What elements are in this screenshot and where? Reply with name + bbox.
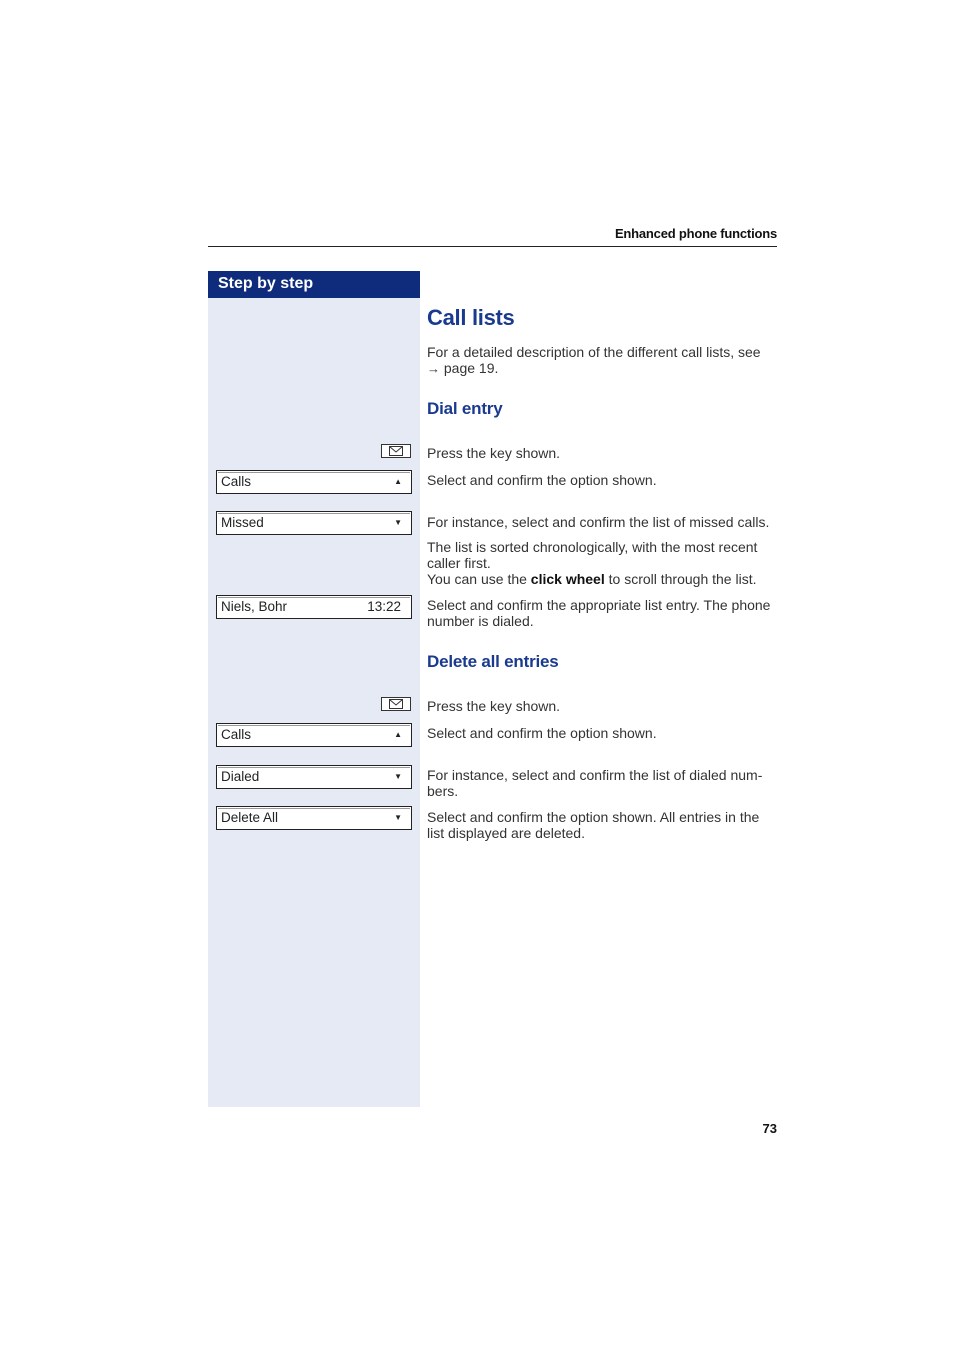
note-line-3-bold: click wheel	[530, 571, 605, 587]
menu-option-dialed[interactable]	[216, 765, 412, 789]
arrow-down-icon: ▼	[394, 518, 402, 527]
note-line-2: caller first.	[427, 555, 491, 571]
menu-option-label: Calls	[221, 727, 252, 742]
dial-step-2: Select and confirm the option shown.	[427, 472, 657, 488]
intro-line-1: For a detailed description of the different call lists, see	[427, 344, 761, 360]
arrow-down-icon: ▼	[394, 813, 402, 822]
arrow-down-icon: ▼	[394, 772, 402, 781]
arrow-up-icon: ▲	[394, 730, 402, 739]
step-4-line-1: Select and confirm the option shown. All entries in the	[427, 809, 760, 825]
page-number: 73	[762, 1121, 777, 1136]
note-line-3-post: to scroll through the list.	[604, 571, 757, 587]
delete-all-heading: Delete all entries	[427, 652, 559, 671]
entry-time: 13:22	[367, 599, 401, 614]
menu-option-label: Calls	[221, 474, 252, 489]
step-4-line-1: Select and confirm the appropriate list entry. The phone	[427, 597, 771, 613]
dial-step-1: Press the key shown.	[427, 445, 561, 461]
page-title: Call lists	[427, 305, 515, 330]
intro-page-link[interactable]: page 19.	[443, 360, 499, 376]
call-list-entry[interactable]	[216, 595, 412, 619]
menu-option-label: Missed	[221, 515, 264, 530]
menu-option-label: Delete All	[221, 810, 279, 825]
intro-text	[427, 344, 787, 377]
step-3-line-2: bers.	[427, 783, 459, 799]
delete-step-1: Press the key shown.	[427, 698, 561, 714]
menu-option-calls[interactable]	[216, 470, 412, 494]
delete-step-3	[427, 767, 787, 799]
step-4-line-2: number is dialed.	[427, 613, 534, 629]
menu-option-delete-all[interactable]	[216, 806, 412, 830]
delete-step-4	[427, 809, 787, 841]
running-header: Enhanced phone functions	[614, 226, 777, 241]
arrow-up-icon: ▲	[394, 477, 402, 486]
dial-step-4	[427, 597, 787, 629]
header-divider	[208, 246, 777, 247]
step-sidebar	[208, 271, 420, 1107]
dial-entry-heading: Dial entry	[427, 399, 503, 418]
sidebar-title: Step by step	[208, 271, 420, 298]
delete-step-2: Select and confirm the option shown.	[427, 725, 657, 741]
menu-option-missed[interactable]	[216, 511, 412, 535]
arrow-right-icon: →	[427, 361, 440, 376]
note-line-3-pre: You can use the	[427, 571, 531, 587]
menu-option-calls-2[interactable]	[216, 723, 412, 747]
dial-step-3: For instance, select and confirm the list of missed calls.	[427, 514, 770, 530]
entry-name: Niels, Bohr	[221, 599, 288, 614]
mailbox-key-icon[interactable]	[381, 444, 411, 458]
mailbox-key-icon[interactable]	[381, 697, 411, 711]
menu-option-label: Dialed	[221, 769, 260, 784]
dial-note	[427, 539, 787, 587]
step-4-line-2: list displayed are deleted.	[427, 825, 585, 841]
note-line-1: The list is sorted chronologically, with the most recent	[427, 539, 758, 555]
step-3-line-1: For instance, select and confirm the list of dialed num-	[427, 767, 763, 783]
